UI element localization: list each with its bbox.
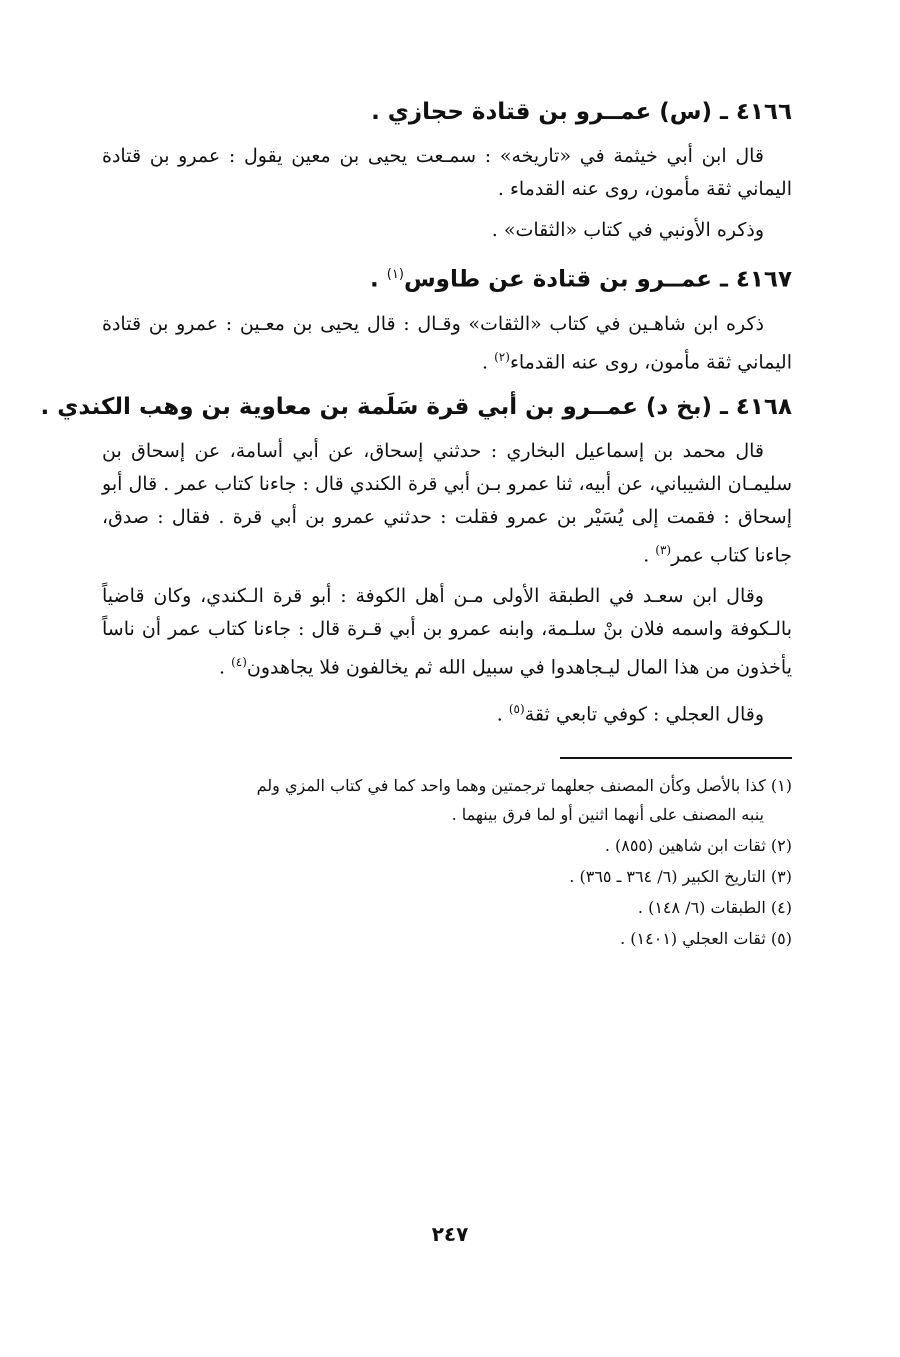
entry-4168-paragraph-3-end: . [496,702,509,725]
entry-title-4167-end: . [370,266,387,293]
footnote-2-text: ثقات ابن شاهين (٨٥٥) . [604,835,766,855]
footnote-3-text: التاريخ الكبير (٦/ ٣٦٤ ـ ٣٦٥) . [569,866,766,886]
entry-title-4168: ٤١٦٨ ـ (بخ د) عمــرو بن أبي قرة سَلَمة بن معاوية بن وهب الكندي . [40,393,792,420]
footnote-4-text: الطبقات (٦/ ١٤٨) . [637,897,766,917]
footnotes [102,771,792,953]
footnote-2-number: (٢) [770,835,792,855]
footnote-3 [102,862,792,891]
entry-4168-paragraph-3-text: وقال العجلي : كوفي تابعي ثقة [524,702,764,725]
footnote-5 [102,924,792,953]
footnote-1-number: (١) [770,775,792,795]
page-number: ٢٤٧ [431,1222,469,1246]
entry-4166-paragraph-1: قال ابن أبي خيثمة في «تاريخه» : سمـعت يحيى بن معين يقول : عمرو بن قتادة اليماني ثقة مأمون، روى عنه القدماء . [102,145,792,200]
footnote-ref-1[interactable]: (١) [386,267,404,282]
entry-title-4167-text: ٤١٦٧ ـ عمــرو بن قتادة عن طاوس [403,266,792,293]
footnote-ref-3[interactable]: (٣) [655,542,672,557]
entry-4166-paragraph-2: وذكره الأونبي في كتاب «الثقات» . [491,219,764,241]
entry-4167-paragraph-1-end: . [482,350,495,373]
footnote-ref-5[interactable]: (٥) [508,701,525,716]
footnote-1 [102,771,792,829]
footnote-separator [560,757,792,759]
entry-4168-paragraph-2-end: . [219,656,232,679]
entry-4168-paragraph-1-text: قال محمد بن إسماعيل البخاري : حدثني إسحاق، عن أبي أسامة، عن إسحاق بن سليمـان الشيباني، عن أبيه، ثنا عمرو بـن أبي قرة الكندي قال : جاءنا كتاب عمر . قال أبو إسحاق : فقمت إلى يُسَيْر بن عمرو فقلت : حدثني عمرو بن أبي قرة . فقال : صدق، جاءنا كتاب عمر [102,439,792,567]
entry-4168-paragraph-1-end: . [643,544,656,567]
entry-title-4167 [102,257,792,298]
footnote-1-line-1: كذا بالأصل وكأن المصنف جعلهما ترجمتين وهما واحد كما في كتاب المزي ولم [256,775,766,795]
footnote-3-number: (٣) [770,866,792,886]
footnote-5-text: ثقات العجلي (١٤٠١) . [620,928,766,948]
entry-4168-paragraph-1 [102,435,792,572]
entry-title-4166: ٤١٦٦ ـ (س) عمــرو بن قتادة حجازي . [371,99,792,125]
footnote-ref-2[interactable]: (٢) [494,349,510,364]
footnote-4 [102,893,792,922]
footnote-ref-4[interactable]: (٤) [231,655,247,670]
page-body [40,84,792,955]
entry-4168-paragraph-2-text: وقال ابن سعـد في الطبقة الأولى مـن أهل الكوفة : أبو قرة الـكندي، وكان قاضياً بالـكوفة واسمه فلان بنْ سلـمة، وابنه عمرو بن أبي قـرة قال : جاءنا كتاب عمر أن ناساً يأخذون من هذا المال ليـجاهدوا في سبيل الله ثم يخالفون فلا يجاهدون [102,585,792,679]
entry-4168-paragraph-3 [102,693,792,731]
footnote-4-number: (٤) [770,897,792,917]
footnote-2 [102,831,792,860]
entry-4167-paragraph-1 [102,308,792,379]
footnote-5-number: (٥) [770,928,792,948]
entry-4167-paragraph-1-text: ذكره ابن شاهـين في كتاب «الثقات» وقـال : قال يحيى بن معـين : عمرو بن قتادة اليماني ثقة مأمون، روى عنه القدماء [102,312,792,373]
entry-4168-paragraph-2 [102,580,792,684]
footnote-1-line-2: ينبه المصنف على أنهما اثنين أو لما فرق بينهما . [451,804,764,824]
